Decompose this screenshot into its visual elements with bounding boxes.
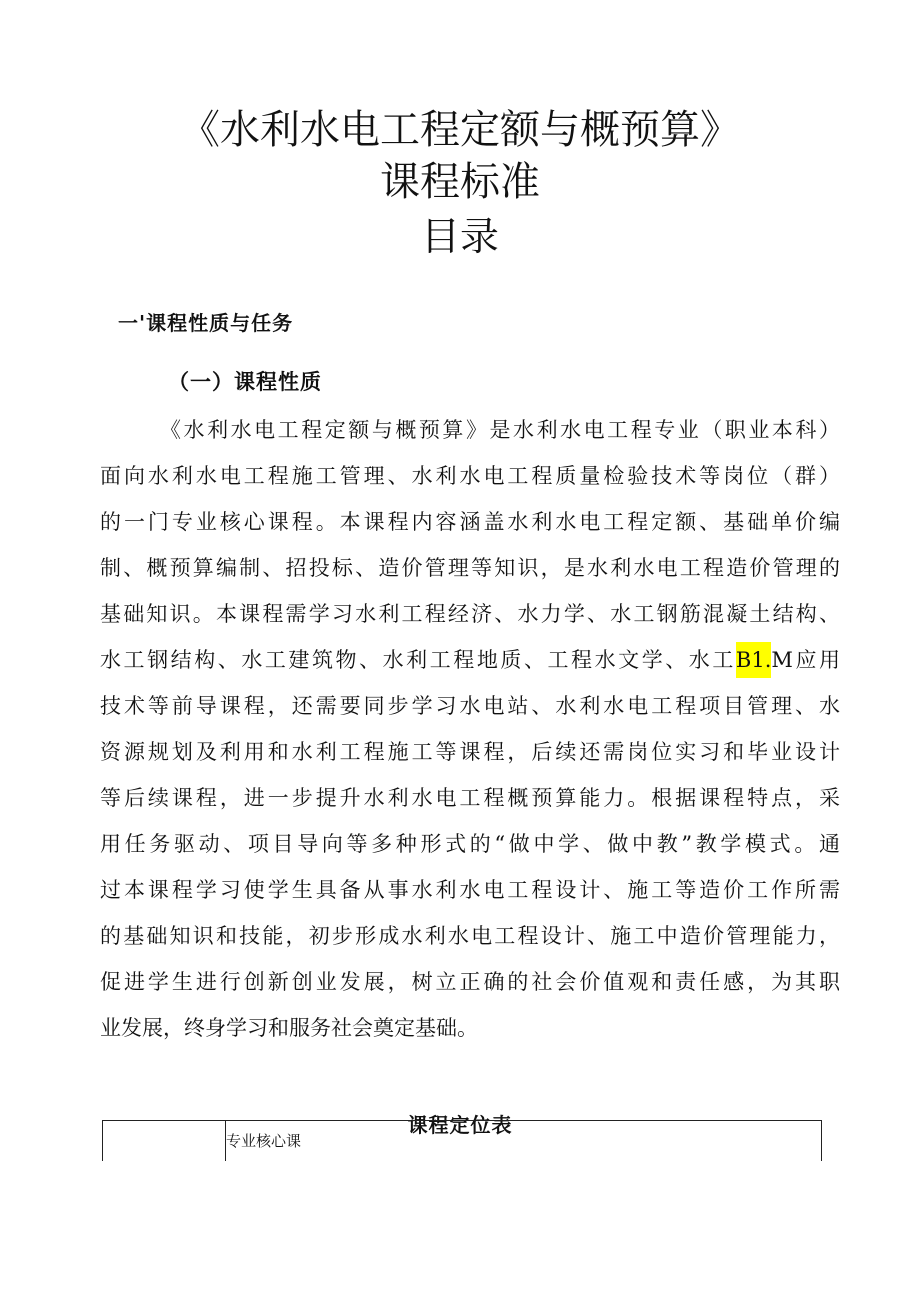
- paragraph-line: 制、概预算编制、招投标、造价管理等知识，是水利水电工程造价管理的: [100, 556, 840, 580]
- course-nature-paragraph: [100, 407, 840, 1051]
- paragraph-line: 《水利水电工程定额与概预算》是水利水电工程专业（职业本科）: [160, 418, 840, 442]
- paragraph-line: 的基础知识和技能，初步形成水利水电工程设计、施工中造价管理能力，: [100, 924, 840, 948]
- paragraph-line: 资源规划及利用和水利工程施工等课程，后续还需岗位实习和毕业设计: [100, 740, 840, 764]
- table-caption: 课程定位表: [407, 1113, 513, 1137]
- toc-heading: 目录: [420, 215, 499, 260]
- paragraph-line: 用任务驱动、项目导向等多种形式的“做中学、做中教”教学模式。通: [100, 832, 840, 856]
- paragraph-line-head: 水工钢结构、水工建筑物、水利工程地质、工程水文学、水工: [100, 648, 736, 672]
- course-positioning-table: [102, 1120, 822, 1161]
- section-heading: 一'课程性质与任务: [118, 311, 294, 335]
- paragraph-line: 技术等前导课程，还需要同步学习水电站、水利水电工程项目管理、水: [100, 694, 840, 718]
- paragraph-line: 等后续课程，进一步提升水利水电工程概预算能力。根据课程特点，采: [100, 786, 840, 810]
- table-cell-empty: [103, 1121, 226, 1161]
- subsection-heading: （一）课程性质: [168, 369, 322, 394]
- paragraph-line: 过本课程学习使学生具备从事水利水电工程设计、施工等造价工作所需: [100, 878, 840, 902]
- paragraph-line-with-highlight: [100, 637, 840, 683]
- paragraph-line: 的一门专业核心课程。本课程内容涵盖水利水电工程定额、基础单价编: [100, 510, 840, 534]
- paragraph-line: 促进学生进行创新创业发展，树立正确的社会价值观和责任感，为其职: [100, 970, 840, 994]
- paragraph-line: 业发展，终身学习和服务社会奠定基础。: [100, 1016, 478, 1040]
- table-cell-course-type: 专业核心课: [226, 1132, 302, 1150]
- document-title-line2: 课程标准: [380, 159, 540, 205]
- paragraph-line-tail: M应用: [771, 648, 840, 672]
- paragraph-line: 面向水利水电工程施工管理、水利水电工程质量检验技术等岗位（群）: [100, 464, 840, 488]
- document-title-line1: 《水利水电工程定额与概预算》: [180, 107, 740, 153]
- paragraph-line: 基础知识。本课程需学习水利工程经济、水力学、水工钢筋混凝土结构、: [100, 602, 840, 626]
- highlighted-text: B1.: [736, 642, 771, 678]
